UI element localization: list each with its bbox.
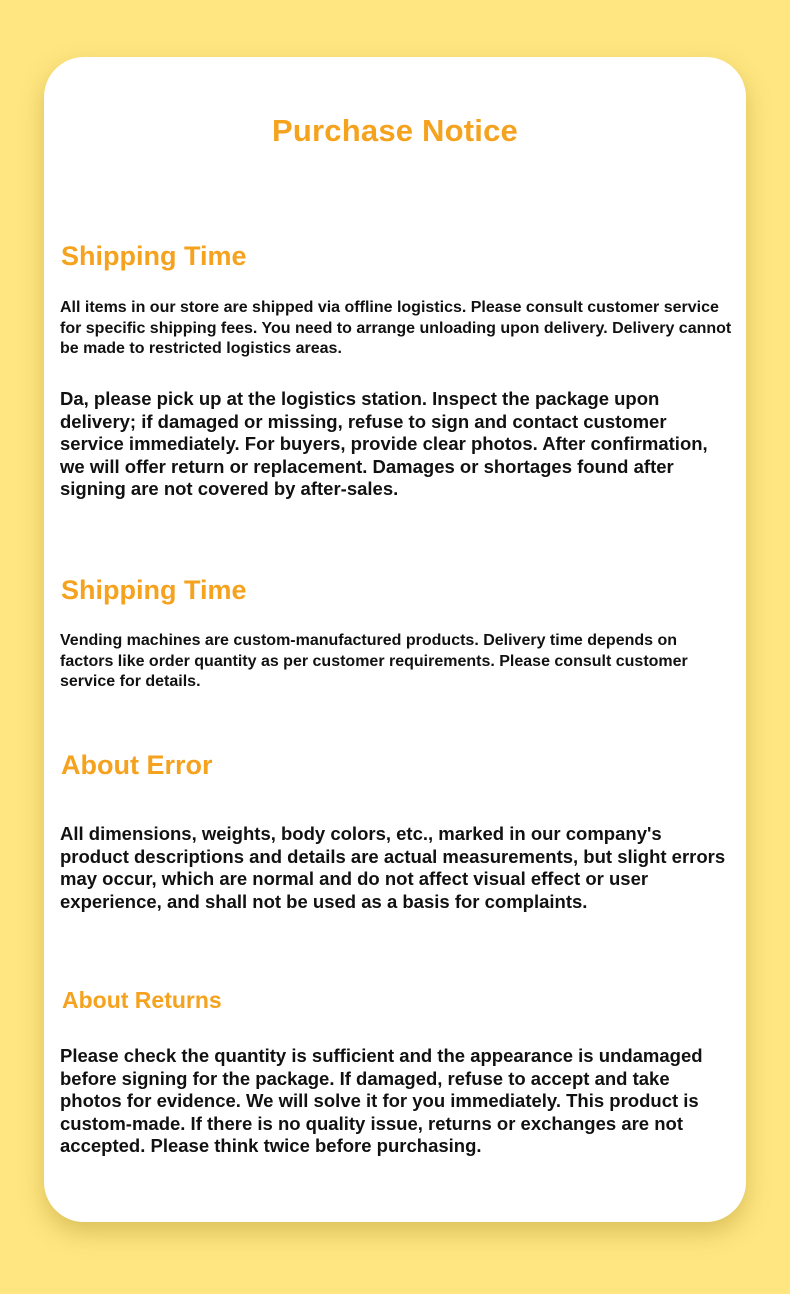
delivery-time-paragraph: Vending machines are custom-manufactured products. Delivery time depends on factors like order quantity as per customer requirements. Please consult customer service for details. — [60, 632, 688, 690]
section-title-about-returns: About Returns — [62, 987, 222, 1013]
notice-card — [44, 57, 746, 1222]
section-title-about-error: About Error — [61, 750, 213, 780]
section-title-shipping-time-2: Shipping Time — [61, 575, 247, 605]
error-paragraph: All dimensions, weights, body colors, etc., marked in our company's product descriptions and details are actual measurements, but slight errors may occur, which are normal and do not affect visual effect or user experience, and shall not be used as a basis for complaints. — [60, 823, 726, 912]
section-title-shipping-time: Shipping Time — [61, 241, 247, 271]
returns-paragraph: Please check the quantity is sufficient and the appearance is undamaged before signing for the package. If damaged, refuse to accept and take photos for evidence. We will solve it for you immediately. This product is custom-made. If there is no quality issue, returns or exchanges are not accepted. Please think twice before purchasing. — [60, 1045, 703, 1156]
shipping-logistics-paragraph: All items in our store are shipped via offline logistics. Please consult customer service for specific shipping fees. You need to arrange unloading upon delivery. Delivery cannot be made to restricted logistics areas. — [60, 299, 732, 357]
shipping-pickup-paragraph: Da, please pick up at the logistics station. Inspect the package upon delivery; if damaged or missing, refuse to sign and contact customer service immediately. For buyers, provide clear photos. After confirmation, we will offer return or replacement. Damages or shortages found after signing are not covered by after-sales. — [60, 388, 708, 499]
page-title: Purchase Notice — [272, 113, 518, 148]
